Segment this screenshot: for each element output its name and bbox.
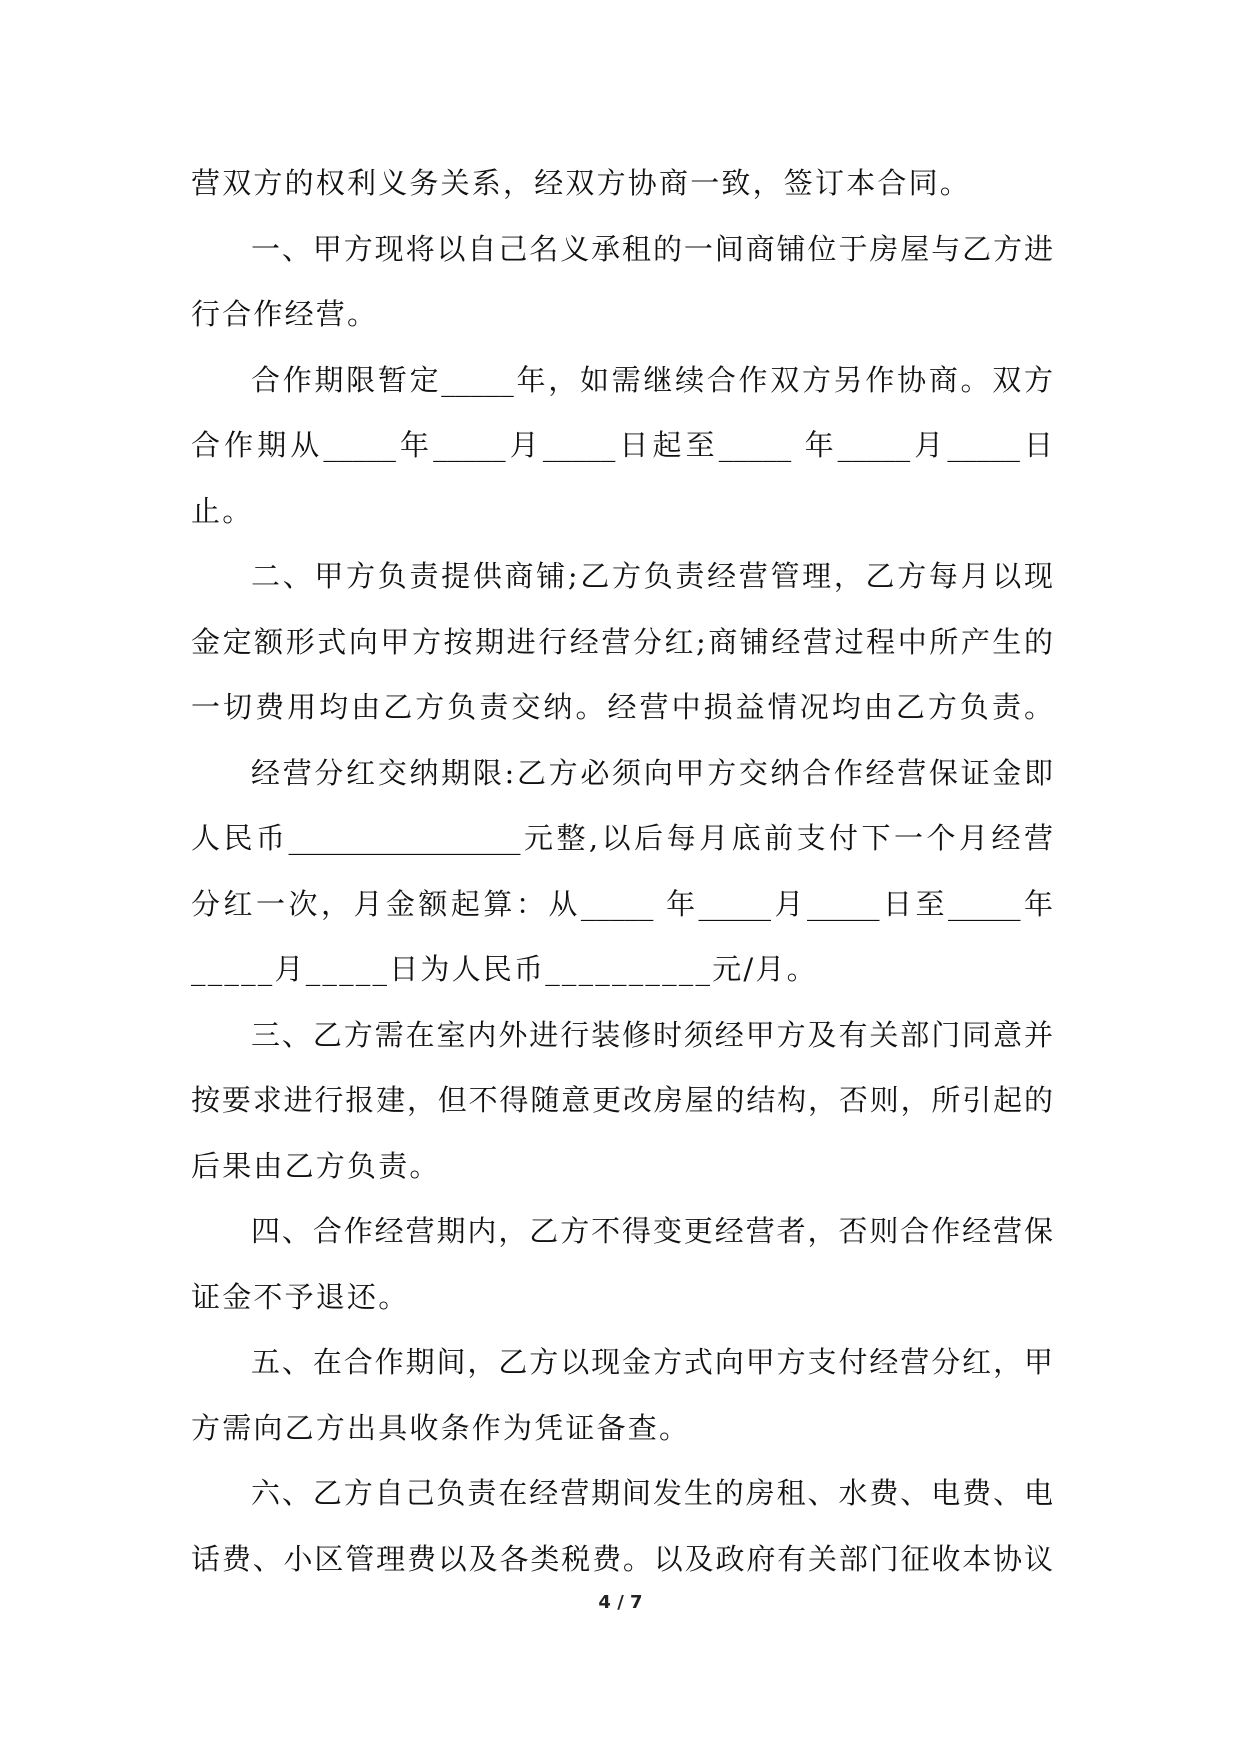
text-line: 话费、小区管理费以及各类税费。以及政府有关部门征收本协议 [191, 1541, 1053, 1576]
text-line: 经营分红交纳期限:乙方必须向甲方交纳合作经营保证金即 [251, 755, 1053, 790]
text-line: 六、乙方自己负责在经营期间发生的房租、水费、电费、电 [251, 1476, 1053, 1510]
text-line: 后果由乙方负责。 [191, 1148, 441, 1183]
text-line: 一、甲方现将以自己名义承租的一间商铺位于房屋与乙方进 [251, 231, 1053, 266]
text-line: 五、在合作期间，乙方以现金方式向甲方支付经营分红，甲 [251, 1345, 1053, 1379]
text-line: 方需向乙方出具收条作为凭证备查。 [191, 1410, 691, 1445]
text-line: 一切费用均由乙方负责交纳。经营中损益情况均由乙方负责。 [191, 690, 1053, 724]
text-line: 按要求进行报建，但不得随意更改房屋的结构，否则，所引起的 [191, 1083, 1053, 1117]
text-line: 二、甲方负责提供商铺;乙方负责经营管理，乙方每月以现 [251, 559, 1053, 593]
text-line: _____月_____日为人民币__________元/月。 [191, 952, 818, 986]
text-line: 止。 [191, 493, 254, 528]
contract-body [191, 154, 1053, 1595]
text-line: 合作期从_____年_____月_____日起至_____ 年_____月_____日 [191, 428, 1053, 462]
text-line: 合作期限暂定_____年，如需继续合作双方另作协商。双方 [251, 362, 1053, 397]
text-line: 行合作经营。 [191, 297, 379, 331]
text-line: 四、合作经营期内，乙方不得变更经营者，否则合作经营保 [251, 1214, 1053, 1248]
page-number: 4 / 7 [598, 1592, 643, 1613]
text-line: 证金不予退还。 [191, 1279, 410, 1314]
text-line: 分红一次，月金额起算：从_____ 年_____月_____日至_____年 [191, 886, 1053, 921]
text-line: 营双方的权利义务关系，经双方协商一致，签订本合同。 [191, 166, 972, 200]
text-line: 人民币________________元整,以后每月底前支付下一个月经营 [191, 821, 1053, 855]
text-line: 三、乙方需在室内外进行装修时须经甲方及有关部门同意并 [251, 1017, 1053, 1052]
text-line: 金定额形式向甲方按期进行经营分红;商铺经营过程中所产生的 [191, 624, 1053, 659]
